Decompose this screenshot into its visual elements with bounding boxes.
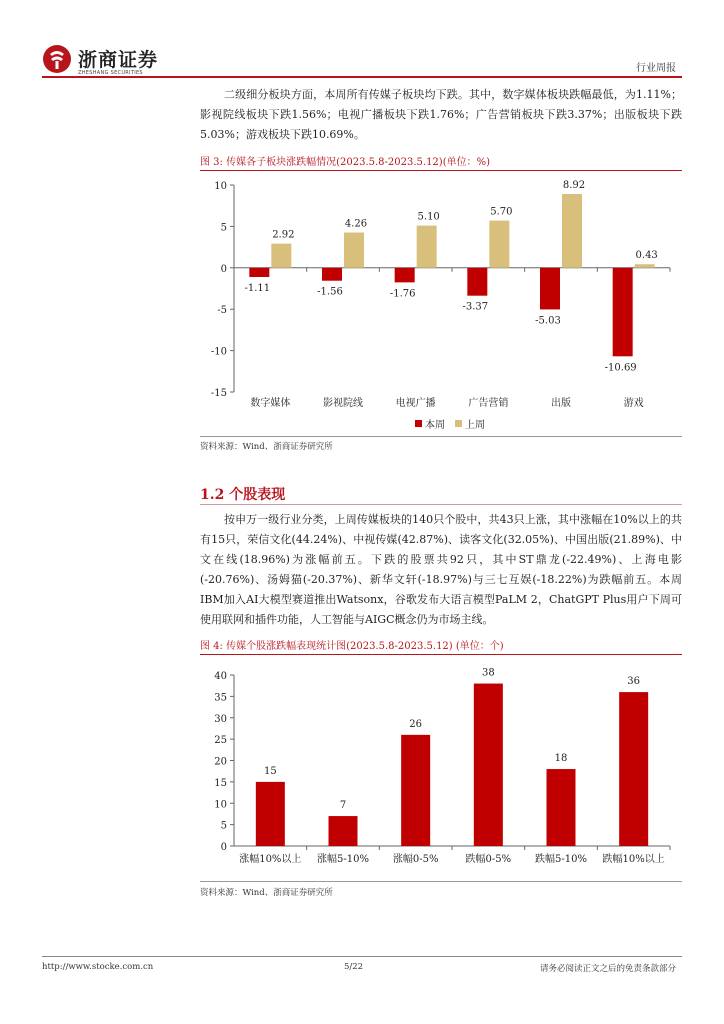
logo-text: 浙商证券: [78, 49, 159, 71]
x-tick-label: 涨幅10%以上: [239, 854, 302, 865]
bar: [547, 769, 576, 846]
logo-icon: [42, 44, 72, 74]
data-label-this-week: -1.56: [317, 286, 343, 298]
data-label-last-week: 8.92: [562, 179, 586, 191]
bar: [474, 684, 503, 846]
y-tick-label: -15: [210, 388, 227, 399]
bar-last-week: [344, 233, 364, 268]
header-divider: [42, 76, 682, 78]
data-label-last-week: 5.70: [490, 206, 513, 218]
section-paragraph: [200, 510, 682, 630]
figure4-title: 图 4: 传媒个股涨跌幅表现统计图(2023.5.8-2023.5.12) (单位：个): [200, 641, 504, 652]
x-tick-label: 数字媒体: [250, 398, 291, 409]
report-type: 行业周报: [636, 63, 676, 74]
page-number: 5/22: [344, 962, 364, 972]
data-label-this-week: -10.69: [604, 362, 637, 374]
figure4-source: 资料来源：Wind、浙商证券研究所: [200, 888, 333, 898]
x-tick-label: 影视院线: [323, 398, 363, 409]
data-label: 15: [263, 765, 277, 777]
y-tick-label: 10: [214, 799, 227, 811]
data-label-last-week: 2.92: [272, 229, 295, 241]
y-tick-label: 5: [220, 820, 227, 832]
bar-this-week: [613, 268, 633, 357]
intro-text: 二级细分板块方面，本周所有传媒子板块均下跌。其中，数字媒体板块跌幅最低，为1.11%；影视院线板块下跌1.56%；电视广播板块下跌1.76%；广告营销板块下跌3.37%；出版板块下跌5.03%；游戏板块下跌10.69%。: [200, 88, 682, 141]
data-label: 7: [339, 800, 347, 812]
bar-last-week: [417, 226, 437, 268]
y-tick-label: 25: [214, 735, 227, 747]
legend-label-this-week: 本周: [425, 420, 445, 431]
stock-distribution-chart: [200, 658, 682, 878]
data-label-last-week: 0.43: [635, 250, 658, 262]
figure3-rule-bottom: [200, 436, 682, 437]
section-heading: [200, 484, 285, 504]
y-tick-label: 5: [220, 222, 227, 234]
figure4-rule-bottom: [200, 881, 682, 882]
x-tick-label: 广告营销: [468, 398, 509, 409]
section-divider: [200, 504, 682, 505]
data-label-this-week: -3.37: [462, 301, 489, 313]
data-label-this-week: -5.03: [535, 315, 561, 327]
footer-divider: [42, 956, 682, 957]
y-tick-label: -10: [210, 346, 227, 358]
section-text: 按申万一级行业分类，上周传媒板块的140只个股中，共43只上涨，其中涨幅在10%以上的共有15只，荣信文化(44.24%)、中视传媒(42.87%)、读客文化(32.05%)、中国出版(21.89%)、中文在线(18.96%)为涨幅前五。下跌的股票共92只，其中ST鼎龙(-22.49%)、上海电影(-20.76%)、汤姆猫(-20.37%)、新华文轩(-18.97%)与三七互娱(-18.22%)为跌幅前五。本周IBM加入AI大模型赛道推出Watsonx，谷歌发布大语言模型PaLM 2，ChatGPT Plus用户下周可使用联网和插件功能，人工智能与AIGC概念仍为市场主线。: [200, 513, 682, 626]
x-tick-label: 跌幅10%以上: [602, 854, 665, 865]
x-tick-label: 跌幅5-10%: [535, 854, 587, 865]
bar-last-week: [562, 194, 582, 268]
figure4-rule: [200, 654, 682, 655]
x-tick-label: 涨幅0-5%: [392, 854, 439, 865]
bar: [256, 782, 285, 846]
footer-url[interactable]: http://www.stocke.com.cn: [42, 962, 154, 972]
data-label-last-week: 5.10: [417, 211, 440, 223]
figure3-source: 资料来源：Wind、浙商证券研究所: [200, 442, 333, 452]
x-tick-label: 出版: [551, 398, 571, 409]
bar-last-week: [271, 244, 291, 268]
bar-last-week: [635, 264, 655, 268]
data-label: 38: [481, 667, 495, 679]
bar-this-week: [467, 268, 487, 296]
bar-this-week: [395, 268, 415, 283]
x-tick-label: 电视广播: [395, 398, 436, 409]
x-tick-label: 涨幅5-10%: [317, 854, 369, 865]
y-tick-label: 0: [220, 842, 227, 853]
y-tick-label: 15: [214, 777, 227, 789]
y-tick-label: 10: [214, 181, 227, 192]
intro-paragraph: [200, 85, 682, 145]
sector-change-chart: [200, 172, 682, 434]
legend-label-last-week: 上周: [465, 420, 485, 431]
section-title: 个股表现: [229, 487, 286, 503]
bar: [401, 735, 430, 846]
data-label: 18: [554, 753, 568, 765]
y-tick-label: 35: [214, 692, 227, 704]
y-tick-label: 40: [214, 671, 227, 682]
bar: [619, 692, 648, 846]
bar-this-week: [249, 268, 269, 277]
y-tick-label: 30: [214, 713, 227, 725]
x-tick-label: 游戏: [623, 398, 644, 409]
y-tick-label: -5: [217, 305, 227, 317]
y-tick-label: 0: [220, 263, 227, 275]
bar-last-week: [489, 221, 509, 268]
data-label-this-week: -1.11: [244, 282, 271, 294]
figure3-rule: [200, 170, 682, 171]
section-number: 1.2: [200, 487, 225, 503]
legend-swatch-this-week: [415, 420, 422, 427]
logo-subtitle: ZHESHANG SECURITIES: [78, 70, 143, 76]
x-tick-label: 跌幅0-5%: [465, 854, 512, 865]
bar: [329, 816, 358, 846]
footer-disclaimer: 请务必阅读正文之后的免责条款部分: [539, 964, 676, 974]
data-label: 36: [627, 676, 641, 688]
legend-swatch-last-week: [455, 420, 462, 427]
y-tick-label: 20: [214, 756, 227, 768]
data-label-last-week: 4.26: [344, 218, 368, 230]
figure3-title: 图 3: 传媒各子板块涨跌幅情况(2023.5.8-2023.5.12)(单位：%): [200, 157, 490, 168]
data-label-this-week: -1.76: [389, 288, 416, 300]
bar-this-week: [322, 268, 342, 281]
data-label: 26: [409, 718, 423, 730]
bar-this-week: [540, 268, 560, 310]
